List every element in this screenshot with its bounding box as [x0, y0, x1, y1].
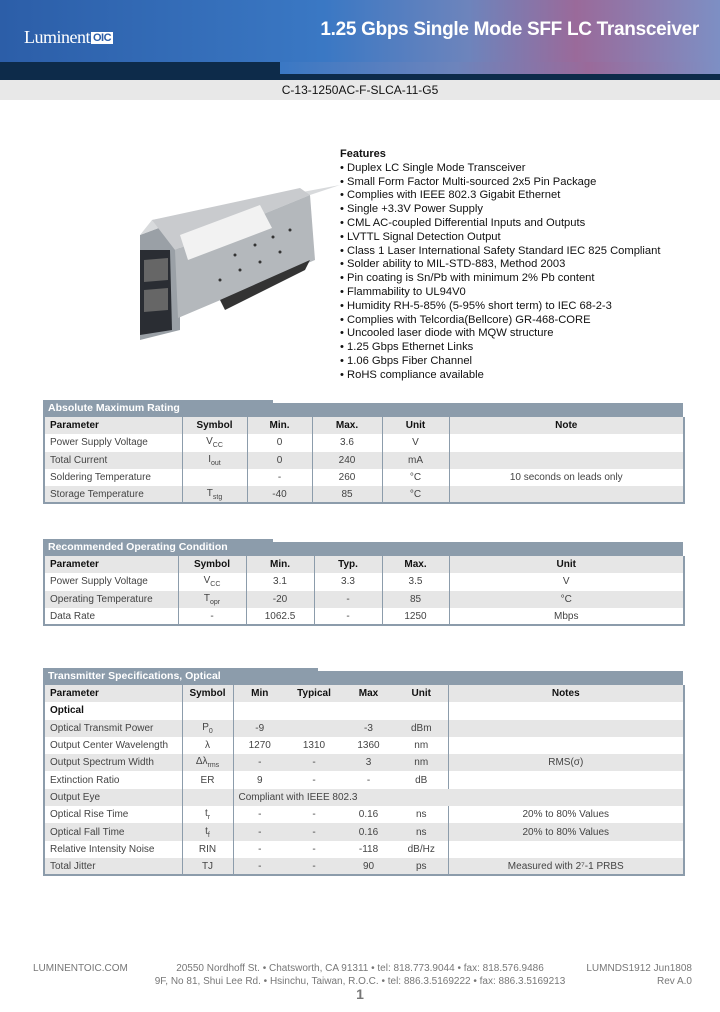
column-header: Unit — [382, 417, 449, 434]
cell-value: - — [258, 809, 262, 821]
table-row — [44, 702, 684, 719]
column-header: Min. — [247, 417, 312, 434]
table-row — [44, 737, 684, 754]
cell-value: - — [346, 593, 350, 605]
cell-value: Extinction Ratio — [50, 774, 120, 786]
cell-value: 3 — [365, 757, 372, 769]
cell-value: T — [203, 592, 210, 604]
cell-value: 0.16 — [358, 809, 379, 821]
cell-value: V — [562, 576, 570, 588]
cell-value: RMS(σ) — [548, 757, 584, 769]
table-cell — [449, 434, 684, 451]
cell-value: 1310 — [302, 740, 326, 752]
feature-item: • Flammability to UL94V0 — [340, 285, 466, 298]
address-us: 20550 Nordhoff St. • Chatsworth, CA 91311 • tel: 818.773.9044 • fax: 818.576.9486 — [176, 963, 544, 974]
column-header: Notes — [448, 685, 684, 702]
cell-value: 0 — [276, 437, 283, 449]
column-header: Symbol — [182, 417, 247, 434]
table-cell — [395, 754, 448, 771]
cell-value: - — [312, 774, 316, 786]
table-cell — [448, 858, 684, 875]
column-header: Parameter — [44, 417, 182, 434]
table-cell — [342, 737, 395, 754]
table-cell — [44, 806, 182, 823]
cell-value: V — [412, 437, 419, 449]
cell-value: V — [203, 575, 211, 587]
table-cell — [286, 823, 342, 840]
table-cell — [182, 771, 233, 788]
doc-id: LUMNDS1912 Jun1808 — [586, 963, 692, 974]
cell-value: 85 — [341, 488, 353, 500]
table-cell — [382, 591, 449, 608]
logo-badge: OIC — [93, 32, 112, 44]
table-cell — [233, 789, 684, 806]
cell-value: Output Center Wavelength — [50, 740, 169, 752]
table-row — [44, 720, 684, 737]
cell-value: 3.3 — [341, 576, 355, 588]
table-cell — [286, 771, 342, 788]
table-cell — [286, 720, 342, 737]
table-title-bar — [43, 539, 683, 556]
table-row — [44, 789, 684, 806]
feature-item: • Duplex LC Single Mode Transceiver — [340, 161, 526, 174]
table-title: Absolute Maximum Rating — [43, 400, 273, 417]
address-taiwan: 9F, No 81, Shui Lee Rd. • Hsinchu, Taiwan, R.O.C. • tel: 886.3.5169222 • fax: 886.3.5169213 — [154, 976, 566, 987]
cell-value: 3.6 — [340, 437, 354, 449]
table-cell — [247, 486, 312, 503]
absolute-maximum-rating-table — [43, 400, 683, 504]
table-cell — [182, 469, 247, 486]
cell-value: dB/Hz — [407, 843, 435, 855]
table-cell — [448, 771, 684, 788]
table-cell — [178, 573, 246, 590]
column-header: Typ. — [314, 556, 382, 573]
table-cell — [182, 702, 233, 719]
feature-item: • Pin coating is Sn/Pb with minimum 2% Pb content — [340, 272, 595, 285]
feature-item: • Single +3.3V Power Supply — [340, 203, 483, 216]
cell-value: Power Supply Voltage — [50, 437, 148, 449]
table-cell — [233, 720, 286, 737]
footer-website[interactable]: LUMINENTOIC.COM — [33, 963, 128, 974]
spec-table — [43, 556, 685, 626]
table-cell — [312, 452, 382, 469]
symbol-subscript: stg — [212, 493, 223, 501]
cell-value: t — [205, 825, 208, 837]
table-cell — [44, 771, 182, 788]
table-row — [44, 858, 684, 875]
table-row — [44, 452, 684, 469]
cell-value: V — [206, 436, 213, 448]
table-cell — [395, 702, 448, 719]
table-cell — [44, 789, 182, 806]
cell-value: Δλ — [195, 756, 208, 768]
cell-value: °C — [409, 472, 422, 484]
part-number: C-13-1250AC-F-SLCA-11-G5 — [0, 80, 720, 100]
cell-value: Relative Intensity Noise — [50, 843, 155, 855]
cell-value: Measured with 2⁷-1 PRBS — [507, 860, 624, 872]
table-cell — [182, 858, 233, 875]
cell-value: Data Rate — [50, 610, 96, 622]
cell-value: ns — [415, 809, 427, 821]
cell-value: nm — [414, 740, 429, 752]
table-cell — [448, 806, 684, 823]
cell-value: - — [312, 843, 316, 855]
table-cell — [395, 823, 448, 840]
table-cell — [233, 858, 286, 875]
table-cell — [395, 858, 448, 875]
cell-value: -118 — [358, 843, 379, 855]
cell-value: -3 — [364, 722, 373, 734]
cell-value: 20% to 80% Values — [522, 826, 610, 838]
table-cell — [314, 608, 382, 625]
cell-value: 1270 — [248, 740, 271, 752]
cell-value: 0.16 — [358, 826, 379, 838]
table-cell — [449, 486, 684, 503]
cell-value: I — [208, 453, 212, 465]
cell-value: Optical Fall Time — [50, 826, 125, 838]
table-cell — [395, 737, 448, 754]
cell-value: °C — [409, 488, 422, 500]
cell-value: - — [346, 610, 350, 622]
feature-item: • RoHS compliance available — [340, 368, 484, 381]
cell-value: 3.5 — [408, 576, 423, 588]
feature-item: • Complies with IEEE 802.3 Gigabit Ethernet — [340, 189, 561, 202]
column-header: Parameter — [44, 556, 178, 573]
feature-item: • Uncooled laser diode with MQW structure — [340, 327, 554, 340]
cell-value: Compliant with IEEE 802.3 — [238, 791, 358, 803]
column-header: Min — [233, 685, 286, 702]
cell-value: -9 — [255, 722, 265, 734]
revision: Rev A.0 — [656, 976, 692, 987]
cell-value: - — [258, 860, 262, 872]
table-row — [44, 754, 684, 771]
table-cell — [247, 469, 312, 486]
feature-item: • Small Form Factor Multi-sourced 2x5 Pin Package — [340, 175, 597, 188]
table-row — [44, 806, 684, 823]
column-header: Max. — [312, 417, 382, 434]
table-cell — [178, 608, 246, 625]
column-header: Unit — [395, 685, 448, 702]
table-cell — [342, 806, 395, 823]
symbol-subscript: r — [207, 814, 211, 822]
column-header: Parameter — [44, 685, 182, 702]
cell-value: - — [210, 610, 214, 622]
cell-value: Storage Temperature — [50, 488, 144, 500]
table-cell — [382, 434, 449, 451]
symbol-subscript: CC — [210, 581, 221, 589]
table-cell — [382, 469, 449, 486]
feature-item: • Complies with Telcordia(Bellcore) GR-468-CORE — [340, 313, 591, 326]
table-cell — [382, 486, 449, 503]
transmitter-specifications-table — [43, 668, 683, 876]
table-cell — [286, 737, 342, 754]
table-cell — [342, 823, 395, 840]
page-title: 1.25 Gbps Single Mode SFF LC Transceiver — [320, 19, 699, 40]
table-row — [44, 469, 684, 486]
table-row — [44, 573, 684, 590]
cell-value: 90 — [362, 860, 375, 872]
cell-value: Mbps — [554, 610, 579, 622]
header-banner — [0, 0, 720, 80]
column-header: Unit — [449, 556, 684, 573]
table-cell — [44, 573, 178, 590]
footer-doc-info — [586, 962, 692, 988]
cell-value: - — [258, 826, 262, 838]
column-header: Max. — [382, 556, 449, 573]
table-cell — [449, 469, 684, 486]
table-cell — [182, 841, 233, 858]
cell-value: - — [312, 809, 316, 821]
feature-item: • LVTTL Signal Detection Output — [340, 230, 501, 243]
feature-item: • 1.25 Gbps Ethernet Links — [340, 341, 474, 354]
cell-value: Total Jitter — [50, 860, 96, 872]
table-title: Recommended Operating Condition — [43, 539, 273, 556]
spec-table — [43, 685, 685, 876]
table-row — [44, 591, 684, 608]
cell-value: Output Spectrum Width — [50, 757, 154, 769]
table-cell — [312, 434, 382, 451]
table-cell — [182, 434, 247, 451]
table-cell — [182, 720, 233, 737]
table-cell — [182, 806, 233, 823]
table-cell — [449, 608, 684, 625]
cell-value: 85 — [409, 593, 422, 605]
table-cell — [246, 591, 314, 608]
features-list — [340, 148, 660, 383]
table-cell — [233, 737, 286, 754]
cell-value: - — [366, 774, 371, 786]
cell-value: 1250 — [404, 610, 427, 622]
table-cell — [314, 573, 382, 590]
title-bar-extension — [265, 542, 683, 556]
table-cell — [247, 434, 312, 451]
cell-value: - — [312, 826, 316, 838]
table-row — [44, 771, 684, 788]
table-row — [44, 608, 684, 625]
table-cell — [448, 754, 684, 771]
table-cell — [44, 702, 182, 719]
cell-value: T — [206, 487, 213, 499]
cell-value: Optical Transmit Power — [50, 722, 154, 734]
table-cell — [182, 754, 233, 771]
feature-item: • Humidity RH-5-85% (5-95% short term) to IEC 68-2-3 — [340, 299, 612, 312]
table-cell — [44, 608, 178, 625]
column-header: Typical — [286, 685, 342, 702]
cell-value: 9 — [256, 774, 263, 786]
transceiver-photo — [140, 140, 340, 340]
table-cell — [44, 591, 178, 608]
table-cell — [44, 754, 182, 771]
title-bar-extension — [265, 403, 683, 417]
cell-value: dB — [415, 774, 428, 786]
cell-value: P — [202, 721, 209, 733]
cell-value: 10 seconds on leads only — [509, 472, 623, 484]
table-cell — [44, 469, 182, 486]
table-row — [44, 434, 684, 451]
table-header-row — [44, 685, 684, 702]
table-cell — [449, 452, 684, 469]
cell-value: ER — [200, 774, 215, 786]
page-number: 1 — [356, 986, 364, 1002]
table-cell — [382, 608, 449, 625]
table-cell — [342, 720, 395, 737]
table-cell — [286, 702, 342, 719]
table-header-row — [44, 417, 684, 434]
symbol-subscript: out — [211, 459, 221, 467]
table-cell — [286, 754, 342, 771]
table-row — [44, 486, 684, 503]
table-cell — [246, 608, 314, 625]
logo-text: Luminent — [24, 27, 90, 47]
cell-value: - — [258, 843, 262, 855]
table-cell — [233, 806, 286, 823]
table-cell — [182, 452, 247, 469]
spec-table — [43, 417, 685, 504]
feature-item: • CML AC-coupled Differential Inputs and Outputs — [340, 216, 586, 229]
table-cell — [395, 841, 448, 858]
table-cell — [286, 858, 342, 875]
symbol-subscript: rms — [207, 762, 220, 770]
table-title-bar — [43, 400, 683, 417]
table-cell — [233, 771, 286, 788]
column-header: Min. — [246, 556, 314, 573]
table-cell — [44, 841, 182, 858]
table-cell — [395, 720, 448, 737]
cell-value: ns — [415, 826, 427, 838]
table-cell — [44, 434, 182, 451]
table-cell — [342, 754, 395, 771]
cell-value: Optical Rise Time — [50, 809, 129, 821]
cell-value: dBm — [410, 722, 432, 734]
cell-value: -40 — [272, 488, 287, 500]
table-cell — [178, 591, 246, 608]
table-cell — [448, 841, 684, 858]
symbol-subscript: opr — [209, 598, 221, 606]
symbol-subscript: CC — [212, 442, 223, 450]
table-row — [44, 841, 684, 858]
cell-value: 1360 — [357, 740, 380, 752]
table-cell — [395, 806, 448, 823]
table-header-row — [44, 556, 684, 573]
table-cell — [382, 452, 449, 469]
table-cell — [44, 823, 182, 840]
cell-value: t — [204, 808, 208, 820]
cell-value: 3.1 — [273, 576, 287, 588]
cell-value: - — [312, 860, 316, 872]
cell-value: Soldering Temperature — [50, 472, 151, 484]
column-header: Symbol — [182, 685, 233, 702]
cell-value: 240 — [338, 454, 356, 466]
table-cell — [233, 754, 286, 771]
recommended-operating-condition-table — [43, 539, 683, 626]
symbol-subscript: 0 — [208, 727, 213, 735]
cell-value: nm — [414, 757, 429, 769]
cell-value: TJ — [201, 860, 214, 872]
cell-value: Operating Temperature — [50, 593, 153, 605]
features-heading: Features — [340, 148, 386, 160]
table-cell — [246, 573, 314, 590]
table-cell — [342, 771, 395, 788]
table-cell — [382, 573, 449, 590]
table-cell — [395, 771, 448, 788]
feature-item: • Solder ability to MIL-STD-883, Method 2003 — [340, 258, 566, 271]
table-title-bar — [43, 668, 683, 685]
table-cell — [286, 806, 342, 823]
cell-value: 1062.5 — [264, 610, 296, 622]
cell-value: 20% to 80% Values — [522, 809, 610, 821]
table-cell — [44, 720, 182, 737]
table-cell — [286, 841, 342, 858]
cell-value: Total Current — [50, 454, 108, 466]
cell-value: 260 — [338, 472, 356, 484]
cell-value: Power Supply Voltage — [50, 576, 148, 588]
title-bar-extension — [310, 671, 683, 685]
column-header: Symbol — [178, 556, 246, 573]
cell-value: ps — [415, 860, 427, 872]
cell-value: -20 — [272, 593, 288, 605]
company-logo — [24, 27, 113, 48]
table-cell — [448, 702, 684, 719]
table-title: Transmitter Specifications, Optical — [43, 668, 318, 685]
table-cell — [44, 452, 182, 469]
cell-value: λ — [205, 740, 210, 752]
table-cell — [342, 858, 395, 875]
cell-value: mA — [408, 454, 423, 466]
table-cell — [449, 591, 684, 608]
table-cell — [182, 737, 233, 754]
table-cell — [312, 486, 382, 503]
cell-value: RIN — [198, 843, 217, 855]
feature-item: • 1.06 Gbps Fiber Channel — [340, 354, 473, 367]
table-cell — [182, 789, 233, 806]
table-cell — [312, 469, 382, 486]
table-cell — [342, 841, 395, 858]
cell-value: - — [258, 757, 262, 769]
cell-value: Output Eye — [50, 791, 101, 803]
table-cell — [44, 858, 182, 875]
table-cell — [44, 486, 182, 503]
column-header: Max — [342, 685, 395, 702]
cell-value: Optical — [50, 705, 84, 717]
table-cell — [233, 841, 286, 858]
symbol-subscript: f — [207, 831, 210, 839]
column-header: Note — [449, 417, 684, 434]
cell-value: - — [277, 472, 282, 484]
cell-value: 0 — [276, 454, 283, 466]
table-cell — [182, 486, 247, 503]
table-cell — [448, 737, 684, 754]
banner-stripe-overlay — [280, 62, 720, 74]
cell-value: - — [312, 757, 316, 769]
feature-item: • Class 1 Laser International Safety Standard IEC 825 Compliant — [340, 244, 661, 257]
table-row — [44, 823, 684, 840]
table-cell — [182, 823, 233, 840]
table-cell — [449, 573, 684, 590]
table-cell — [44, 737, 182, 754]
table-cell — [342, 702, 395, 719]
cell-value: °C — [560, 593, 572, 605]
table-cell — [448, 720, 684, 737]
table-cell — [233, 823, 286, 840]
table-cell — [233, 702, 286, 719]
table-cell — [314, 591, 382, 608]
table-cell — [448, 823, 684, 840]
table-cell — [247, 452, 312, 469]
